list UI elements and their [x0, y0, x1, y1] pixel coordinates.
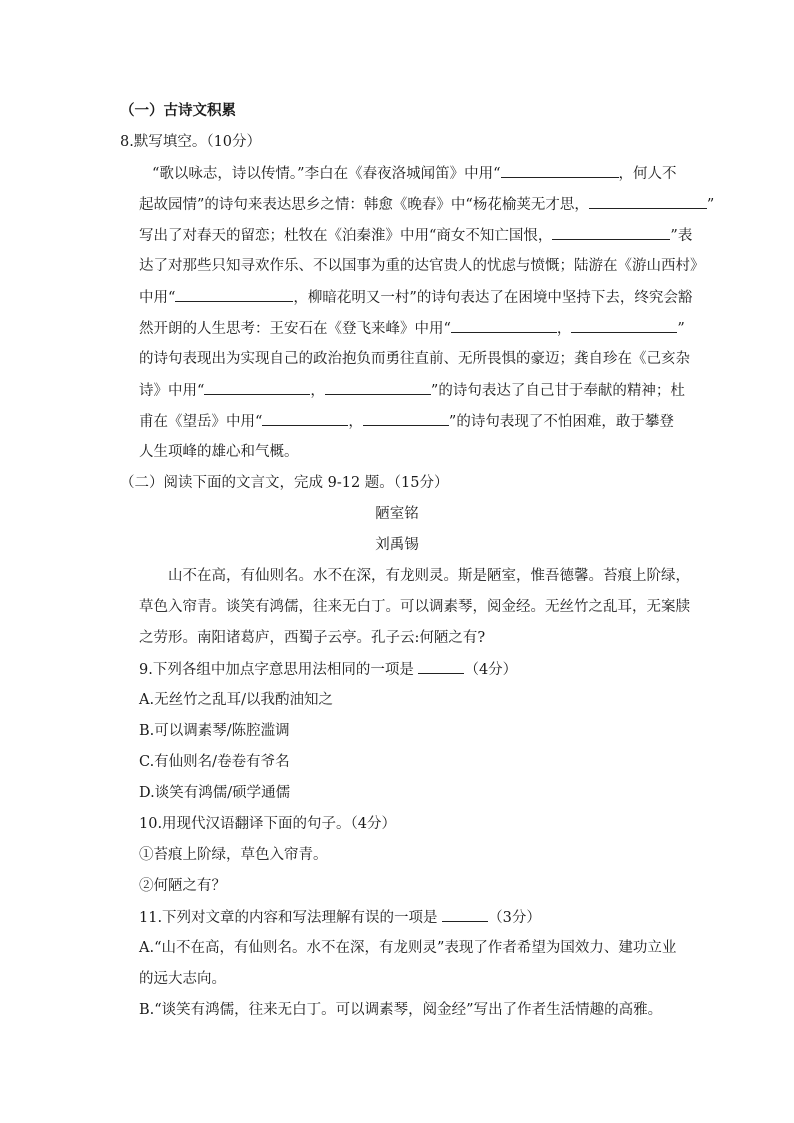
q8-text: 写出了对春天的留恋；杜牧在《泊秦淮》中用“商女不知亡国恨， — [139, 228, 553, 244]
q10-item-1: ①苔痕上阶绿，草色入帘青。 — [139, 847, 328, 863]
q8-line-2 — [139, 194, 714, 215]
q11-option-a: A.“山不在高，有仙则名。水不在深，有龙则灵”表现了作者希望为国效力、建功立业 — [139, 940, 677, 956]
question-8-title: 8.默写填空。（10分） — [120, 134, 262, 150]
q8-line-3 — [139, 225, 692, 246]
q8-text: ”的诗句表现了不怕困难，敢于攀登 — [448, 414, 674, 430]
q8-text: 然开朗的人生思考：王安石在《登飞来峰》中用“ — [139, 321, 451, 337]
q9-option-a: A.无丝竹之乱耳/以我酌油知之 — [139, 692, 333, 708]
question-9-title — [139, 659, 517, 680]
fill-blank[interactable] — [325, 380, 431, 395]
q11-option-b: B.“谈笑有鸿儒，往来无白丁。可以调素琴，阅金经”写出了作者生活情趣的高雅。 — [139, 1002, 663, 1018]
poem-author: 刘禹锡 — [375, 537, 419, 553]
passage-line-2: 草色入帘青。谈笑有鸿儒，往来无白丁。可以调素琴，阅金经。无丝竹之乱耳，无案牍 — [139, 599, 690, 615]
q8-text: ， — [556, 321, 572, 337]
q8-line-6 — [139, 318, 685, 339]
q9-option-d: D.谈笑有鸿儒/硕学通儒 — [139, 785, 291, 801]
fill-blank[interactable] — [363, 411, 449, 426]
q11-points: （3分） — [488, 910, 541, 926]
answer-blank[interactable] — [442, 907, 488, 922]
passage-line-3: 之劳形。南阳诸葛庐，西蜀子云亭。孔子云:何陋之有? — [139, 630, 486, 646]
section-title-classical-prose: （二）阅读下面的文言文，完成 9-12 题。（15分） — [120, 475, 449, 491]
question-11-title — [139, 907, 541, 928]
q8-line-9 — [139, 411, 674, 432]
q9-option-c: C.有仙则名/卷卷有爷名 — [139, 754, 290, 770]
q8-text: ”的诗句表达了自己甘于奉献的精神；杜 — [430, 383, 685, 399]
fill-blank[interactable] — [501, 163, 619, 178]
q8-line-5 — [139, 287, 692, 308]
section-title-classical-poetry: （一）古诗文积累 — [120, 102, 236, 119]
q8-text: ”表 — [670, 228, 693, 244]
q8-text: 中用“ — [139, 290, 176, 306]
q8-line-8 — [139, 380, 685, 401]
fill-blank[interactable] — [262, 411, 348, 426]
q8-text: 诗》中用“ — [139, 383, 205, 399]
q10-item-2: ②何陋之有？ — [139, 878, 226, 894]
fill-blank[interactable] — [451, 318, 557, 333]
q8-text: ，柳暗花明又一村”的诗句表达了在困境中坚持下去，终究会豁 — [293, 290, 693, 306]
poem-title: 陋室铭 — [375, 506, 419, 522]
q8-text: ” — [677, 321, 685, 337]
q9-text: 9.下列各组中加点字意思用法相同的一项是 — [139, 662, 419, 678]
q9-points: （4分） — [464, 662, 518, 678]
passage-line-1: 山不在高，有仙则名。水不在深，有龙则灵。斯是陋室，惟吾德馨。苔痕上阶绿， — [168, 568, 690, 584]
fill-blank[interactable] — [589, 194, 707, 209]
q9-option-b: B.可以调素琴/陈腔滥调 — [139, 723, 290, 739]
answer-blank[interactable] — [418, 659, 464, 674]
q8-text: “歌以咏志，诗以传情。”李白在《春夜洛城闻笛》中用“ — [152, 166, 501, 182]
q11-option-a-cont: 的远大志向。 — [139, 971, 226, 987]
fill-blank[interactable] — [204, 380, 310, 395]
q8-line-1 — [152, 163, 677, 184]
q8-line-7: 的诗句表现出为实现自己的政治抱负而勇往直前、无所畏惧的豪迈；龚自珍在《己亥杂 — [139, 351, 690, 367]
q8-line-4: 达了对那些只知寻欢作乐、不以国事为重的达官贵人的忧虑与愤慨；陆游在《游山西村》 — [139, 258, 705, 274]
q8-text: 起故园情”的诗句来表达思乡之情：韩愈《晚春》中“杨花榆荚无才思， — [139, 197, 589, 213]
q8-text: ， — [348, 414, 363, 430]
fill-blank[interactable] — [571, 318, 677, 333]
q8-line-10: 人生项峰的雄心和气概。 — [139, 444, 299, 460]
fill-blank[interactable] — [552, 225, 670, 240]
question-10-title: 10.用现代汉语翻译下面的句子。（4分） — [139, 816, 397, 832]
q11-text: 11.下列对文章的内容和写法理解有误的一项是 — [139, 910, 443, 926]
fill-blank[interactable] — [175, 287, 293, 302]
q8-text: ” — [706, 197, 715, 213]
q8-text: ， — [310, 383, 325, 399]
q8-text: 甫在《望岳》中用“ — [139, 414, 263, 430]
q8-text: ，何人不 — [618, 166, 677, 182]
